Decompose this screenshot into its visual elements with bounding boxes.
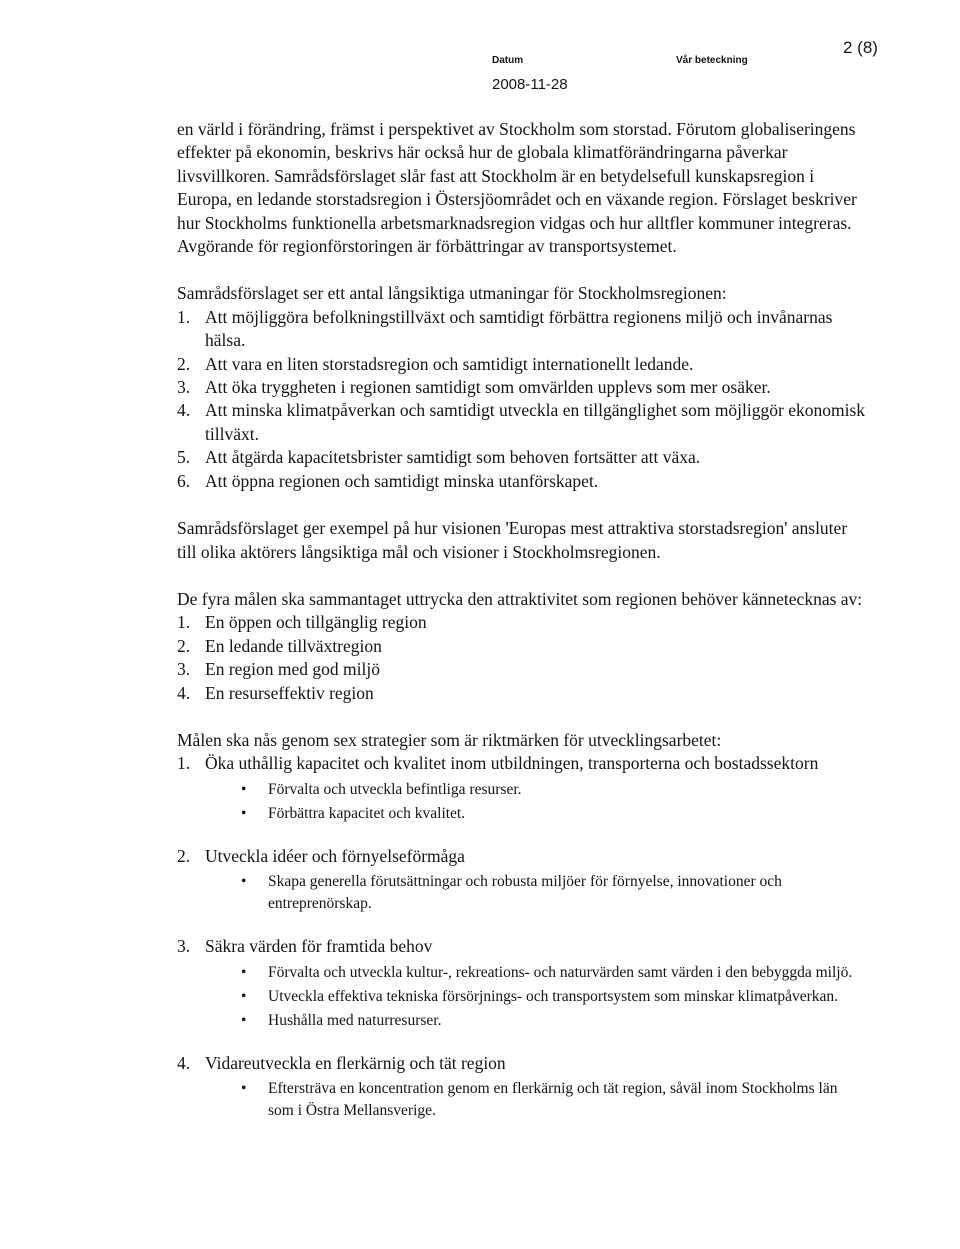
list-text: En resurseffektiv region [205,682,374,703]
bullet-icon: • [241,963,247,981]
goal-item [177,611,867,634]
bullet-item [205,1010,867,1032]
list-number: 3. [177,936,191,957]
list-text: Att öppna regionen och samtidigt minska utanförskapet. [205,470,599,491]
challenge-item [177,353,867,376]
list-text: En ledande tillväxtregion [205,635,382,656]
list-number: 6. [177,470,191,491]
bullet-icon: • [241,780,247,798]
list-text: Att åtgärda kapacitetsbrister samtidigt som behoven fortsätter att växa. [205,447,701,468]
list-text: Att minska klimatpåverkan och samtidigt utveckla en tillgänglighet som möjliggör ekonomisk tillväxt. [205,400,866,444]
list-number: 2. [177,635,191,656]
goal-item [177,682,867,705]
strategy-item [177,935,867,1031]
goals-intro: De fyra målen ska sammantaget uttrycka den attraktivitet som regionen behöver kännetecknas av: [177,588,863,609]
list-number: 1. [177,612,191,633]
page-number: 2 (8) [843,38,878,57]
challenge-item [177,376,867,399]
challenge-item [177,306,867,353]
bullet-icon: • [241,1011,247,1029]
bullet-icon: • [241,804,247,822]
intro-paragraph: en värld i förändring, främst i perspektivet av Stockholm som storstad. Förutom globaliseringens effekter på ekonomin, beskrivs här också hur de globala klimatförändringarna påverkar livsvillkoren. Samrådsförslaget slår fast att Stockholm är en betydelsefull kunskapsregion i Europa, en ledande storstadsregion i Östersjöområdet och en växande region. Förslaget beskriver hur Stockholms funktionella arbetsmarknadsregion vidgas och hur alltfler kommuner integreras. Avgörande för regionförstoringen är förbättringar av transportsystemet. [177,119,857,257]
vision-paragraph: Samrådsförslaget ger exempel på hur visionen 'Europas mest attraktiva storstadsregion' ansluter till olika aktörers långsiktiga mål och visioner i Stockholmsregionen. [177,518,848,562]
list-text: Att öka tryggheten i regionen samtidigt som omvärlden upplevs som mer osäker. [205,377,771,398]
bullet-item [205,803,867,825]
list-number: 4. [177,1052,191,1073]
strategy-bullets [205,779,867,825]
strategy-bullets [205,871,867,915]
strategy-item [177,845,867,915]
list-text: Att vara en liten storstadsregion och samtidigt internationellt ledande. [205,353,694,374]
list-text: En region med god miljö [205,659,380,680]
strategy-item [177,752,867,824]
list-number: 3. [177,659,191,680]
list-text: Att möjliggöra befolkningstillväxt och samtidigt förbättra regionens miljö och invånarnas hälsa. [205,306,833,351]
bullet-item [205,962,867,984]
strategy-item [177,1052,867,1122]
strategy-title: Vidareutveckla en flerkärnig och tät region [205,1052,506,1073]
list-number: 3. [177,377,191,398]
list-number: 5. [177,447,191,468]
goals-list [177,611,867,705]
challenge-item [177,399,867,446]
document-date: 2008-11-28 [492,76,568,93]
bullet-text: Förvalta och utveckla kultur-, rekreations- och naturvärden samt värden i den bebyggda miljö. [268,963,853,981]
bullet-text: Skapa generella förutsättningar och robusta miljöer för förnyelse, innovationer och entreprenörskap. [268,873,782,913]
bullet-icon: • [241,1079,247,1097]
strategy-bullets [205,1078,867,1122]
list-number: 4. [177,400,191,421]
bullet-item [205,779,867,801]
strategies-list [177,752,867,1122]
bullet-text: Eftersträva en koncentration genom en flerkärnig och tät region, såväl inom Stockholms län som i Östra Mellansverige. [268,1079,838,1119]
bullet-icon: • [241,987,247,1005]
list-number: 2. [177,845,191,866]
challenge-item [177,446,867,469]
bullet-text: Förbättra kapacitet och kvalitet. [268,804,466,822]
reference-label: Vår beteckning [676,55,748,66]
strategy-title: Utveckla idéer och förnyelseförmåga [205,845,465,866]
bullet-icon: • [241,873,247,891]
strategy-title: Säkra värden för framtida behov [205,936,433,957]
challenges-intro: Samrådsförslaget ser ett antal långsiktiga utmaningar för Stockholmsregionen: [177,283,727,304]
bullet-text: Förvalta och utveckla befintliga resurser. [268,780,522,798]
bullet-item [205,1078,867,1122]
list-number: 4. [177,682,191,703]
goal-item [177,658,867,681]
bullet-item [205,986,867,1008]
challenges-list [177,306,867,493]
list-number: 2. [177,353,191,374]
list-text: En öppen och tillgänglig region [205,612,427,633]
goal-item [177,635,867,658]
document-body [177,118,867,1142]
list-number: 1. [177,753,191,774]
list-number: 1. [177,306,191,327]
bullet-item [205,871,867,915]
bullet-text: Hushålla med naturresurser. [268,1011,442,1029]
strategies-intro: Målen ska nås genom sex strategier som är riktmärken för utvecklingsarbetet: [177,729,722,750]
bullet-text: Utveckla effektiva tekniska försörjnings- och transportsystem som minskar klimatpåverkan. [268,987,839,1005]
datum-label: Datum [492,55,524,66]
challenge-item [177,470,867,493]
strategy-title: Öka uthållig kapacitet och kvalitet inom utbildningen, transporterna och bostadssektorn [205,753,819,774]
strategy-bullets [205,962,867,1032]
